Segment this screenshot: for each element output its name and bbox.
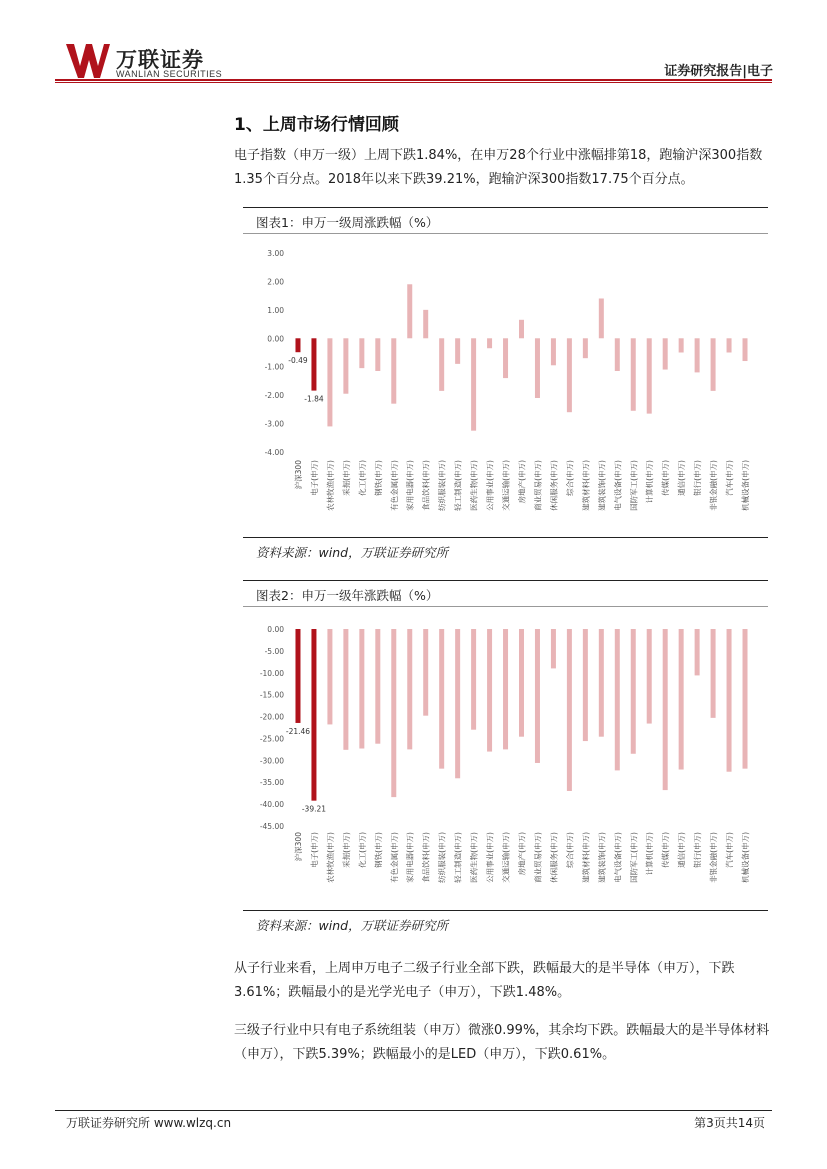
footer-divider	[55, 1110, 772, 1111]
bar	[711, 629, 716, 718]
category-label: 传媒(申万)	[661, 832, 671, 868]
category-label: 食品饮料(申万)	[421, 832, 431, 883]
category-label: 化工(申万)	[357, 832, 367, 868]
figure1-title: 图表1：申万一级周涨跌幅（%）	[256, 215, 439, 230]
category-label: 房地产(申万)	[517, 832, 527, 876]
bar	[407, 629, 412, 749]
category-label: 交通运输(申万)	[501, 460, 511, 511]
y-tick-label: 2.00	[267, 277, 284, 287]
y-tick-label: 3.00	[267, 249, 284, 258]
category-label: 有色金属(申万)	[389, 460, 399, 511]
bar	[679, 629, 684, 770]
bar	[663, 629, 668, 790]
bar	[519, 320, 524, 338]
category-label: 机械设备(申万)	[741, 832, 751, 883]
category-label: 农林牧渔(申万)	[325, 460, 335, 511]
weekly-change-chart	[243, 238, 768, 536]
figure1-top-rule	[243, 207, 768, 208]
paragraph-subindustry: 从子行业来看，上周申万电子二级子行业全部下跌，跌幅最大的是半导体（申万），下跌3.61%；跌幅最小的是光学光电子（申万），下跌1.48%。	[234, 961, 735, 1000]
category-label: 沪深300	[293, 832, 303, 862]
category-label: 建筑装饰(申万)	[597, 832, 607, 883]
bar	[647, 338, 652, 413]
category-label: 电子(申万)	[309, 460, 319, 496]
category-label: 传媒(申万)	[661, 460, 671, 496]
bar	[375, 338, 380, 371]
bar	[583, 338, 588, 358]
category-label: 汽车(申万)	[725, 460, 735, 496]
logo-english-name: WANLIAN SECURITIES	[116, 69, 223, 79]
bar	[647, 629, 652, 724]
category-label: 家用电器(申万)	[405, 460, 415, 511]
category-label: 轻工制造(申万)	[453, 460, 463, 511]
bar	[551, 629, 556, 668]
y-tick-label: -2.00	[264, 391, 284, 401]
data-label: -0.49	[288, 356, 308, 366]
y-tick-label: -4.00	[264, 448, 284, 457]
bar	[359, 629, 364, 749]
category-label: 轻工制造(申万)	[453, 832, 463, 883]
category-label: 采掘(申万)	[341, 460, 351, 496]
category-label: 房地产(申万)	[517, 460, 527, 504]
y-tick-label: -1.00	[264, 362, 284, 372]
category-label: 汽车(申万)	[725, 832, 735, 868]
bar	[695, 338, 700, 372]
report-category-label: 证券研究报告|电子	[664, 64, 773, 79]
category-label: 医药生物(申万)	[469, 832, 479, 883]
category-label: 建筑装饰(申万)	[597, 460, 607, 511]
bar	[471, 629, 476, 730]
bar	[487, 338, 492, 348]
category-label: 通信(申万)	[677, 460, 687, 496]
category-label: 公用事业(申万)	[485, 832, 495, 883]
footer-institute: 万联证券研究所 www.wlzq.cn	[66, 1116, 232, 1130]
figure2-title-rule	[243, 606, 768, 607]
bar	[343, 629, 348, 750]
bar	[375, 629, 380, 744]
company-logo	[66, 44, 236, 80]
category-label: 纺织服装(申万)	[437, 460, 447, 511]
category-label: 钢铁(申万)	[373, 460, 383, 496]
category-label: 钢铁(申万)	[373, 832, 383, 868]
category-label: 建筑材料(申万)	[581, 832, 591, 883]
bar	[439, 338, 444, 391]
category-label: 电气设备(申万)	[613, 832, 623, 883]
bar	[391, 629, 396, 797]
bar	[439, 629, 444, 769]
bar	[487, 629, 492, 752]
figure2-top-rule	[243, 580, 768, 581]
category-label: 交通运输(申万)	[501, 832, 511, 883]
bar	[711, 338, 716, 391]
bar	[455, 629, 460, 778]
category-label: 机械设备(申万)	[741, 459, 751, 511]
category-label: 国防军工(申万)	[629, 460, 639, 511]
y-tick-label: -30.00	[259, 756, 284, 766]
category-label: 公用事业(申万)	[485, 460, 495, 511]
category-label: 银行(申万)	[693, 832, 703, 868]
y-tick-label: 0.00	[267, 625, 284, 634]
bar	[615, 629, 620, 770]
bar	[311, 629, 316, 801]
y-tick-label: -20.00	[259, 712, 284, 722]
y-tick-label: -45.00	[259, 822, 284, 831]
category-label: 医药生物(申万)	[469, 460, 479, 511]
category-label: 电气设备(申万)	[613, 460, 623, 511]
bar	[327, 629, 332, 724]
bar	[359, 338, 364, 368]
bar	[679, 338, 684, 352]
figure1-title-rule	[243, 233, 768, 234]
category-label: 化工(申万)	[357, 460, 367, 496]
bar	[727, 629, 732, 772]
bar	[727, 338, 732, 352]
bar	[615, 338, 620, 371]
category-label: 非银金融(申万)	[709, 459, 719, 511]
category-label: 建筑材料(申万)	[581, 460, 591, 511]
bar	[631, 629, 636, 754]
bar	[743, 629, 748, 769]
category-label: 电子(申万)	[309, 832, 319, 868]
figure2-title: 图表2：申万一级年涨跌幅（%）	[256, 588, 439, 603]
section-title: 1、上周市场行情回顾	[234, 115, 399, 135]
y-tick-label: -5.00	[264, 646, 284, 656]
category-label: 计算机(申万)	[645, 460, 655, 504]
bar	[391, 338, 396, 403]
category-label: 银行(申万)	[693, 460, 703, 496]
category-label: 综合(申万)	[565, 832, 575, 868]
figure1-bottom-rule	[243, 537, 768, 538]
bar	[551, 338, 556, 365]
header-divider-thin	[55, 82, 772, 83]
y-tick-label: 0.00	[267, 334, 284, 344]
category-label: 采掘(申万)	[341, 832, 351, 868]
bar	[599, 629, 604, 737]
bar	[343, 338, 348, 393]
y-tick-label: -25.00	[259, 734, 284, 744]
bar	[455, 338, 460, 364]
category-label: 休闲服务(申万)	[549, 832, 559, 883]
bar	[471, 338, 476, 430]
bar	[519, 629, 524, 737]
category-label: 家用电器(申万)	[405, 832, 415, 883]
bar	[695, 629, 700, 675]
bar	[503, 629, 508, 749]
y-tick-label: -10.00	[259, 668, 284, 678]
bar	[567, 338, 572, 412]
wanlian-logo-mark	[66, 44, 110, 78]
paragraph-third-level: 三级子行业中只有电子系统组装（申万）微涨0.99%，其余均下跌。跌幅最大的是半导体材料（申万），下跌5.39%；跌幅最小的是LED（申万），下跌0.61%。	[234, 1023, 770, 1062]
figure2-bottom-rule	[243, 910, 768, 911]
bar	[631, 338, 636, 410]
bar	[423, 310, 428, 338]
page-number: 第3页共14页	[694, 1116, 765, 1130]
category-label: 农林牧渔(申万)	[325, 832, 335, 883]
category-label: 综合(申万)	[565, 460, 575, 496]
category-label: 非银金融(申万)	[709, 832, 719, 883]
bar	[567, 629, 572, 791]
bar	[327, 338, 332, 426]
y-tick-label: -35.00	[259, 778, 284, 788]
y-tick-label: 1.00	[267, 305, 284, 315]
category-label: 通信(申万)	[677, 832, 687, 868]
y-tick-label: -40.00	[259, 800, 284, 810]
category-label: 有色金属(申万)	[389, 832, 399, 883]
category-label: 商业贸易(申万)	[533, 832, 543, 883]
bar	[423, 629, 428, 716]
bar	[311, 338, 316, 390]
category-label: 商业贸易(申万)	[533, 460, 543, 511]
paragraph-summary: 电子指数（申万一级）上周下跌1.84%，在申万28个行业中涨幅排第18，跑输沪深300指数1.35个百分点。2018年以来下跌39.21%，跑输沪深300指数17.75个百分点。	[234, 148, 763, 187]
bar	[663, 338, 668, 369]
figure1-source: 资料来源：wind，万联证券研究所	[256, 545, 449, 560]
logo-chinese-name: 万联证券	[116, 48, 204, 72]
category-label: 国防军工(申万)	[629, 832, 639, 883]
category-label: 食品饮料(申万)	[421, 460, 431, 511]
bar	[583, 629, 588, 741]
data-label: -21.46	[285, 726, 311, 736]
bar	[743, 338, 748, 361]
header-divider	[55, 79, 772, 81]
bar	[535, 629, 540, 763]
y-tick-label: -15.00	[259, 690, 284, 700]
category-label: 纺织服装(申万)	[437, 832, 447, 883]
category-label: 休闲服务(申万)	[549, 460, 559, 511]
data-label: -1.84	[304, 394, 324, 404]
category-label: 沪深300	[293, 460, 303, 490]
y-tick-label: -3.00	[264, 419, 284, 429]
figure2-source: 资料来源：wind，万联证券研究所	[256, 918, 449, 933]
data-label: -39.21	[301, 804, 327, 814]
bar	[295, 629, 300, 723]
bar	[407, 284, 412, 338]
category-label: 计算机(申万)	[645, 832, 655, 876]
bar	[295, 338, 300, 352]
bar	[503, 338, 508, 378]
bar	[535, 338, 540, 398]
bar	[599, 298, 604, 338]
annual-change-chart	[243, 612, 768, 910]
